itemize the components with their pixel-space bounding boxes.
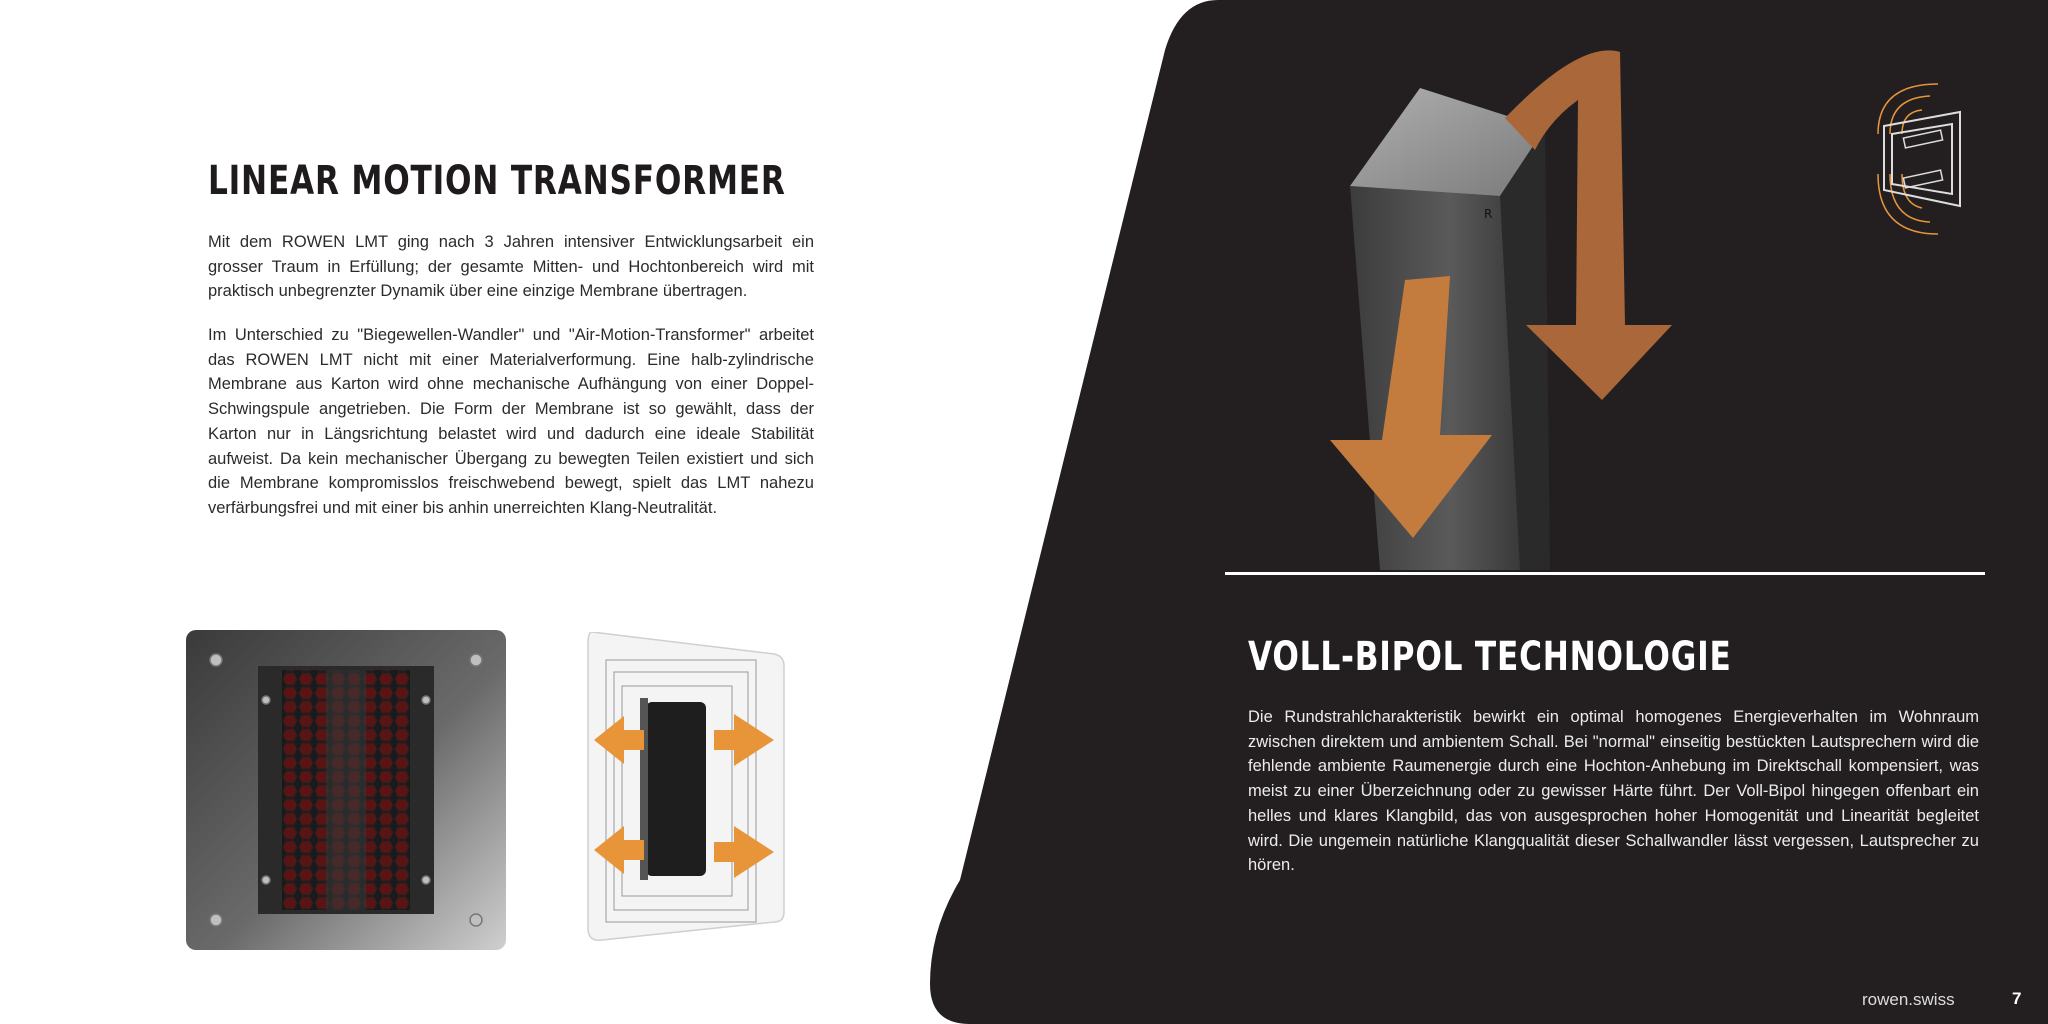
lmt-paragraph-1: Mit dem ROWEN LMT ging nach 3 Jahren intensiver Entwicklungsarbeit ein grosser Traum in Erfüllung; der gesamte Mitten- und Hochtonbereich wird mit praktisch unbegrenzter Dynamik über eine einzige Membrane übertragen. — [208, 233, 814, 301]
lmt-paragraph-2: Im Unterschied zu "Biegewellen-Wandler" und "Air-Motion-Transformer" arbeitet das ROWEN LMT nicht mit einer Materialverformung. Eine halb-zylindrische Membrane aus Karton wird ohne mechanische Aufhängung von einer Doppel-Schwingspule angetrieben. Die Form der Membrane ist so gewählt, dass der Karton nur in Längsrichtung belastet wird und dadurch eine ideale Stabilität aufweist. Da kein mechanischer Übergang zu bewegten Teilen existiert und sich die Membrane kompromisslos freischwebend bewegt, spielt das LMT nahezu verfärbungsfrei und mit einer bis anhin unerreichten Klang-Neutralität. — [208, 326, 814, 517]
speaker-logo-letter: R — [1484, 207, 1493, 221]
bipol-heading: VOLL-BIPOL TECHNOLOGIE — [1248, 634, 1732, 680]
lmt-motion-diagram — [584, 632, 790, 942]
lmt-heading: LINEAR MOTION TRANSFORMER — [208, 158, 786, 204]
lmt-front-plate-image — [186, 630, 506, 950]
page-number: 7 — [2012, 989, 2022, 1008]
bipol-paragraph: Die Rundstrahlcharakteristik bewirkt ein optimal homogenes Energieverhalten im Wohnraum zwischen direktem und ambientem Schall. Bei "normal" einseitig bestückten Lautsprechern wird die fehlende ambiente Raumenergie durch eine Hochton-Anhebung im Direktschall kompensiert, was meist zu einer Überzeichnung oder zu gewisser Härte führt. Der Voll-Bipol hingegen offenbart ein helles und klares Klangbild, das von ausgesprochen hoher Homogenität und Linearität begleitet wird. Die ungemein natürliche Klangqualität dieser Schallwandler lässt vergessen, Lautsprecher zu hören. — [1248, 708, 1979, 875]
bipol-radiation-icon — [1868, 74, 1968, 244]
section-divider — [1225, 572, 1985, 575]
footer-website[interactable]: rowen.swiss — [1862, 990, 1955, 1009]
bipol-render-image — [1320, 40, 1690, 570]
